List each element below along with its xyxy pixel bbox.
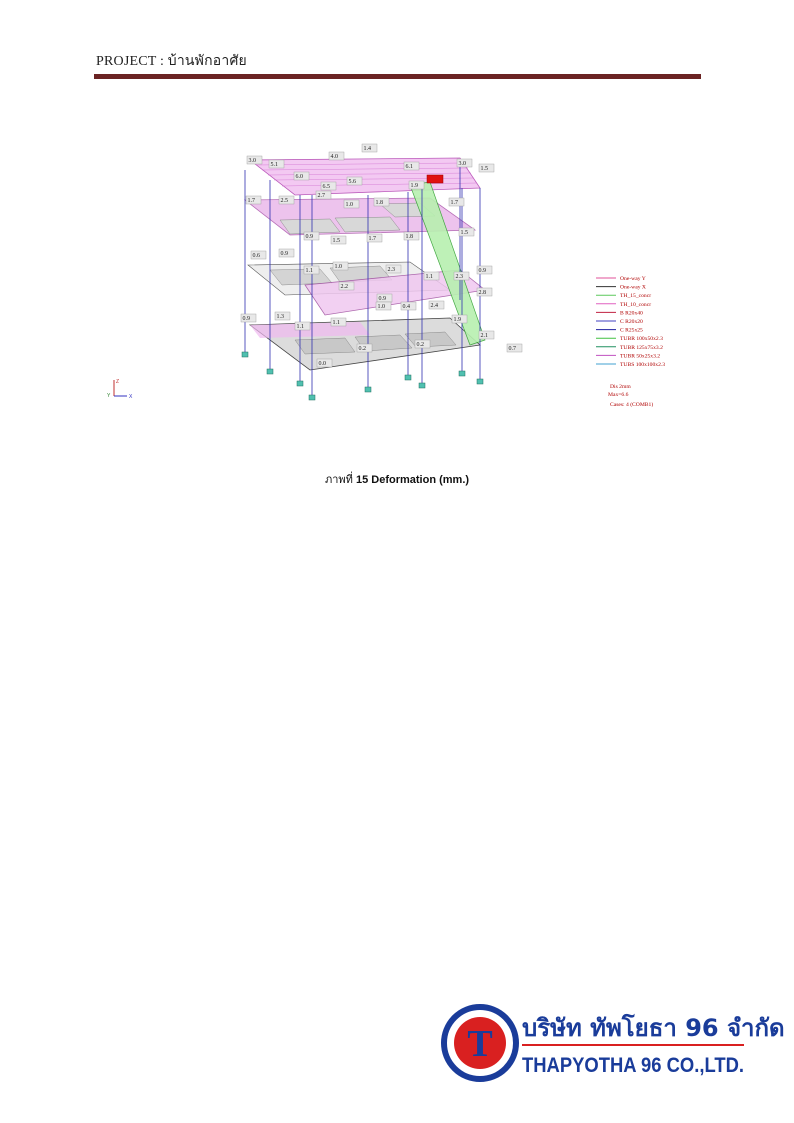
- deformation-label: 2.5: [280, 198, 288, 204]
- deformation-label: 1.9: [453, 317, 461, 323]
- deformation-label: 0.6: [252, 253, 260, 259]
- deformation-label: 0.9: [378, 296, 386, 302]
- deformation-label: 1.0: [345, 202, 353, 208]
- legend-item: TUBS 100x100x2.3: [620, 362, 666, 368]
- company-logo: [438, 1000, 785, 1086]
- axis-x-label: X: [129, 394, 133, 400]
- deformation-label: 4.0: [330, 154, 338, 160]
- logo-company-thai: บริษัท ทัพโยธา 96 จำกัด: [522, 1014, 785, 1042]
- caption-number: 15: [355, 474, 369, 486]
- legend-item: One-way Y: [620, 276, 646, 282]
- deformation-label: 5.1: [270, 162, 278, 168]
- logo-letter: T: [467, 1023, 493, 1065]
- legend-max: Max=6.6: [608, 392, 629, 398]
- legend-item: One-way X: [620, 284, 646, 291]
- deformation-label: 0.9: [280, 251, 288, 257]
- legend-item: TH_10_concr: [620, 301, 652, 308]
- deformation-label: 2.7: [317, 193, 325, 199]
- deformation-label: 6.1: [405, 164, 413, 170]
- deformation-label: 0.9: [305, 234, 313, 240]
- deformation-label: 0.7: [508, 346, 516, 352]
- deformation-label: 3.0: [458, 161, 466, 167]
- deformation-label: 2.8: [478, 290, 486, 296]
- deformation-label: 1.7: [368, 236, 376, 242]
- legend-item: TUBR 125x75x3.2: [620, 344, 663, 351]
- deformation-label: 2.3: [455, 274, 463, 280]
- deformation-label: 1.8: [375, 200, 383, 206]
- deformation-label: 1.0: [377, 304, 385, 310]
- header-project-label: PROJECT :: [96, 54, 165, 69]
- deformation-label: 1.9: [410, 183, 418, 189]
- legend-item: C R20x20: [620, 319, 643, 325]
- logo-rule: [522, 1044, 744, 1046]
- deformation-label: 1.1: [305, 268, 313, 274]
- deformation-label: 1.0: [334, 264, 342, 270]
- deformation-label: 1.7: [247, 198, 255, 204]
- caption-title: Deformation (mm.): [368, 474, 470, 486]
- deformation-label: 1.5: [332, 238, 340, 244]
- deformation-label: 0.4: [402, 304, 410, 310]
- deformation-label: 0.2: [358, 346, 366, 352]
- deformation-label: 5.6: [348, 179, 356, 185]
- legend-dis: Dis 2mm: [610, 384, 631, 390]
- deformation-figure: [100, 140, 700, 420]
- deformation-label: 0.2: [416, 342, 424, 348]
- deformation-label: 1.7: [450, 200, 458, 206]
- logo-company-en: THAPYOTHA 96 CO.,LTD.: [522, 1054, 744, 1077]
- deformation-label: 1.1: [296, 324, 304, 330]
- header-rule: [94, 74, 701, 79]
- deformation-label: 2.3: [387, 267, 395, 273]
- deformation-label: 2.4: [430, 303, 438, 309]
- axis-z-label: Z: [116, 379, 120, 385]
- legend-item: TUBR 50x25x3.2: [620, 353, 661, 360]
- header-project: [96, 50, 247, 72]
- legend-item: B R20x40: [620, 310, 643, 317]
- deformation-label: 0.9: [242, 316, 250, 322]
- deformation-label: 2.2: [340, 284, 348, 290]
- deformation-label: 1.1: [332, 320, 340, 326]
- roof-slab: [250, 158, 480, 195]
- deformation-label: 0.9: [478, 268, 486, 274]
- deformation-label: 1.4: [363, 146, 371, 152]
- figure-caption: [0, 470, 794, 488]
- deformation-label: 1.5: [460, 230, 468, 236]
- deformation-label: 1.8: [405, 234, 413, 240]
- deformation-label: 6.5: [322, 184, 330, 190]
- deformation-label: 1.5: [480, 166, 488, 172]
- axis-y-label: Y: [107, 393, 111, 399]
- header-project-name: บ้านพักอาศัย: [167, 54, 247, 69]
- legend-case: Cases: 4 (COMB1): [610, 402, 654, 408]
- deformation-label: 1.1: [425, 274, 433, 280]
- legend-item: C R25x25: [620, 327, 643, 334]
- deformation-label: 0.0: [318, 361, 326, 367]
- legend: [596, 276, 665, 368]
- deformation-label: 1.3: [276, 314, 284, 320]
- legend-item: TH_15_concr: [620, 293, 652, 300]
- axis-indicator: [107, 379, 133, 400]
- legend-item: TUBR 100x50x2.3: [620, 336, 663, 343]
- deformation-label: 6.0: [295, 174, 303, 180]
- max-marker: [427, 175, 443, 183]
- deformation-label: 2.1: [480, 333, 488, 339]
- caption-prefix: ภาพที่: [324, 474, 356, 486]
- deformation-label: 3.0: [248, 158, 256, 164]
